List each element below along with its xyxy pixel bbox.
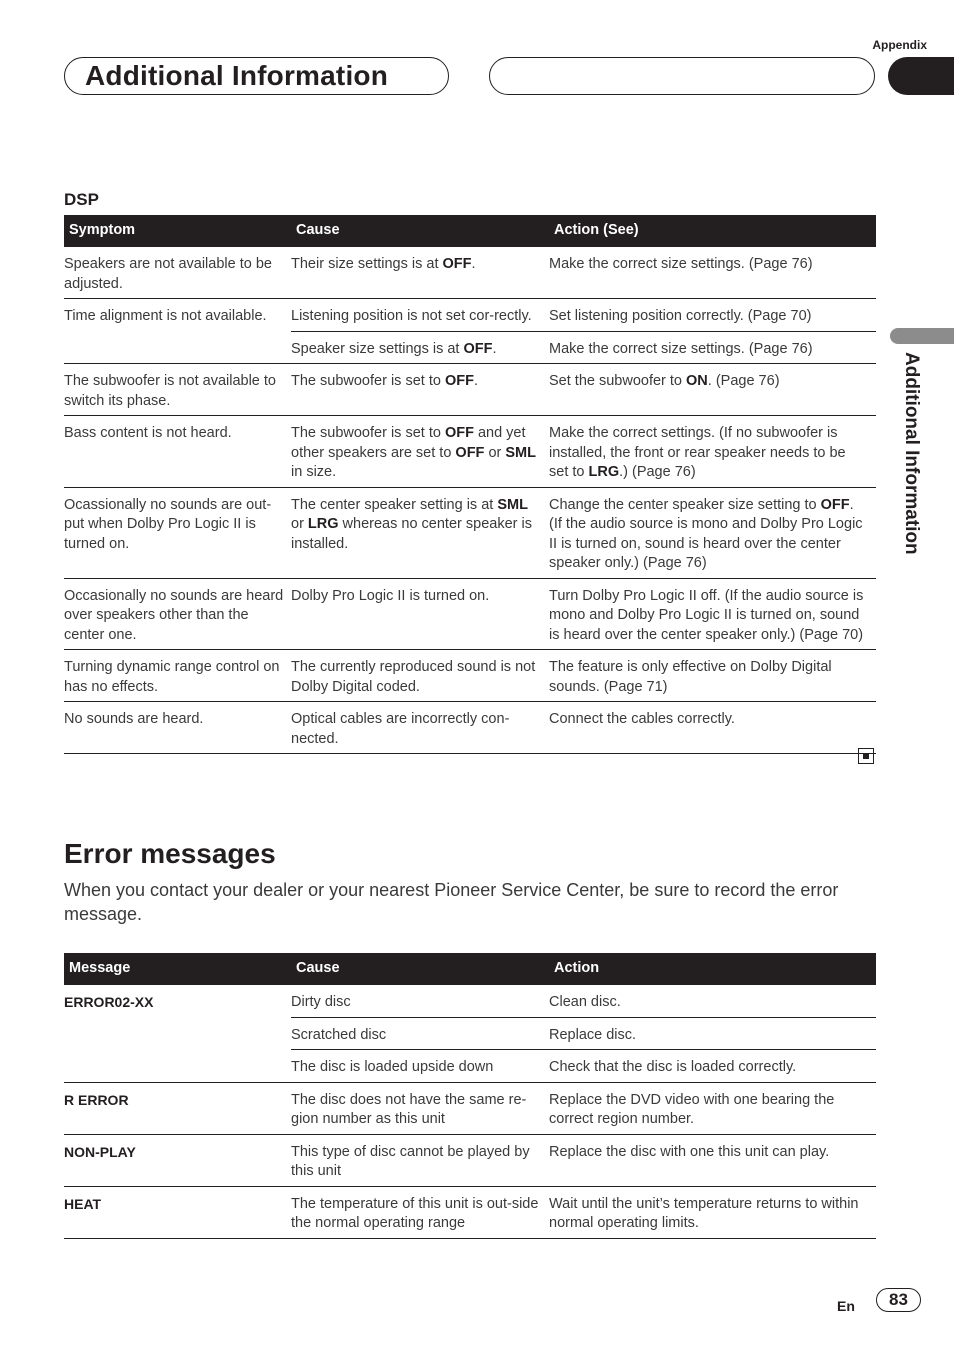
cause-cell: Speaker size settings is at OFF. [291,331,549,364]
action-cell: Connect the cables correctly. [549,702,876,754]
cause-cell: Scratched disc [291,1017,549,1050]
col-header-message: Message [64,953,291,985]
cause-cell: Their size settings is at OFF. [291,247,549,299]
action-cell: Set the subwoofer to ON. (Page 76) [549,364,876,416]
cause-cell: The subwoofer is set to OFF and yet other speakers are set to OFF or SML in size. [291,416,549,488]
symptom-cell: Bass content is not heard. [64,416,291,488]
cause-cell: Listening position is not set cor-rectly. [291,299,549,332]
error-messages-intro: When you contact your dealer or your nearest Pioneer Service Center, be sure to record the error message. [64,880,839,924]
table-row [64,702,876,754]
dsp-heading: DSP [64,190,99,209]
section-title-pill [64,57,449,95]
symptom-cell: Speakers are not available to be adjusted. [64,247,291,299]
cause-cell: Dirty disc [291,985,549,1017]
table-row [64,299,876,332]
table-row [64,985,876,1017]
cause-cell: The center speaker setting is at SML or LRG whereas no center speaker is installed. [291,487,549,578]
side-section-label: Additional Information [901,352,922,555]
symptom-cell: Ocassionally no sounds are out-put when Dolby Pro Logic II is turned on. [64,487,291,578]
col-header-cause: Cause [291,953,549,985]
symptom-cell: Occasionally no sounds are heard over speakers other than the center one. [64,578,291,650]
cause-cell: The subwoofer is set to OFF. [291,364,549,416]
action-cell: Make the correct size settings. (Page 76) [549,247,876,299]
page-number: 83 [876,1288,921,1312]
cause-cell: The disc is loaded upside down [291,1050,549,1083]
cause-cell: The disc does not have the same re-gion number as this unit [291,1082,549,1134]
table-row [64,578,876,650]
cause-cell: Optical cables are incorrectly con-nected. [291,702,549,754]
col-header-symptom: Symptom [64,215,291,247]
chapter-tab [888,57,954,95]
table-row [64,364,876,416]
action-cell: Replace the DVD video with one bearing the correct region number. [549,1082,876,1134]
table-row [64,487,876,578]
message-cell: ERROR02-XX [64,994,154,1010]
action-cell: Wait until the unit’s temperature returns to within normal operating limits. [549,1186,876,1238]
section-title: Additional Information [85,60,389,91]
empty-header-pill [489,57,875,95]
cause-cell: The currently reproduced sound is not Dolby Digital coded. [291,650,549,702]
table-row [64,1134,876,1186]
action-cell: Replace disc. [549,1017,876,1050]
message-cell: R ERROR [64,1082,291,1134]
col-header-action: Action [549,953,876,985]
symptom-cell [64,331,291,364]
col-header-action: Action (See) [549,215,876,247]
symptom-cell: No sounds are heard. [64,702,291,754]
table-row [64,416,876,488]
action-cell: Make the correct size settings. (Page 76) [549,331,876,364]
cause-cell: Dolby Pro Logic II is turned on. [291,578,549,650]
message-cell [64,1050,291,1083]
symptom-cell: Time alignment is not available. [64,308,267,324]
table-row [64,331,876,364]
dsp-table [64,215,876,754]
cause-cell: This type of disc cannot be played by this unit [291,1134,549,1186]
table-row [64,650,876,702]
section-end-icon [858,748,874,764]
message-cell: HEAT [64,1186,291,1238]
table-row [64,1050,876,1083]
dsp-table-header [64,215,876,247]
symptom-cell: The subwoofer is not available to switch its phase. [64,364,291,416]
appendix-label: Appendix [872,38,927,52]
side-tab-marker [890,328,954,344]
action-cell: Replace the disc with one this unit can play. [549,1134,876,1186]
action-cell: Turn Dolby Pro Logic II off. (If the audio source is mono and Dolby Pro Logic II is turned on, sound is heard over the center speaker only.) (Page 70) [549,578,876,650]
error-table-header [64,953,876,985]
language-code: En [837,1298,855,1314]
table-row [64,1017,876,1050]
action-cell: Set listening position correctly. (Page 70) [549,299,876,332]
action-cell: Change the center speaker size setting to OFF. (If the audio source is mono and Dolby Pro Logic II is turned on, sound is heard over the center speaker only.) (Page 76) [549,487,876,578]
message-cell: NON-PLAY [64,1134,291,1186]
message-cell [64,1017,291,1050]
table-row [64,1186,876,1238]
action-cell: The feature is only effective on Dolby Digital sounds. (Page 71) [549,650,876,702]
error-messages-title: Error messages [64,838,276,869]
action-cell: Clean disc. [549,985,876,1017]
symptom-cell: Turning dynamic range control on has no effects. [64,650,291,702]
table-row [64,247,876,299]
cause-cell: The temperature of this unit is out-side the normal operating range [291,1186,549,1238]
error-table [64,953,876,1239]
action-cell: Make the correct settings. (If no subwoofer is installed, the front or rear speaker needs to be set to LRG.) (Page 76) [549,416,876,488]
action-cell: Check that the disc is loaded correctly. [549,1050,876,1083]
table-row [64,1082,876,1134]
col-header-cause: Cause [291,215,549,247]
